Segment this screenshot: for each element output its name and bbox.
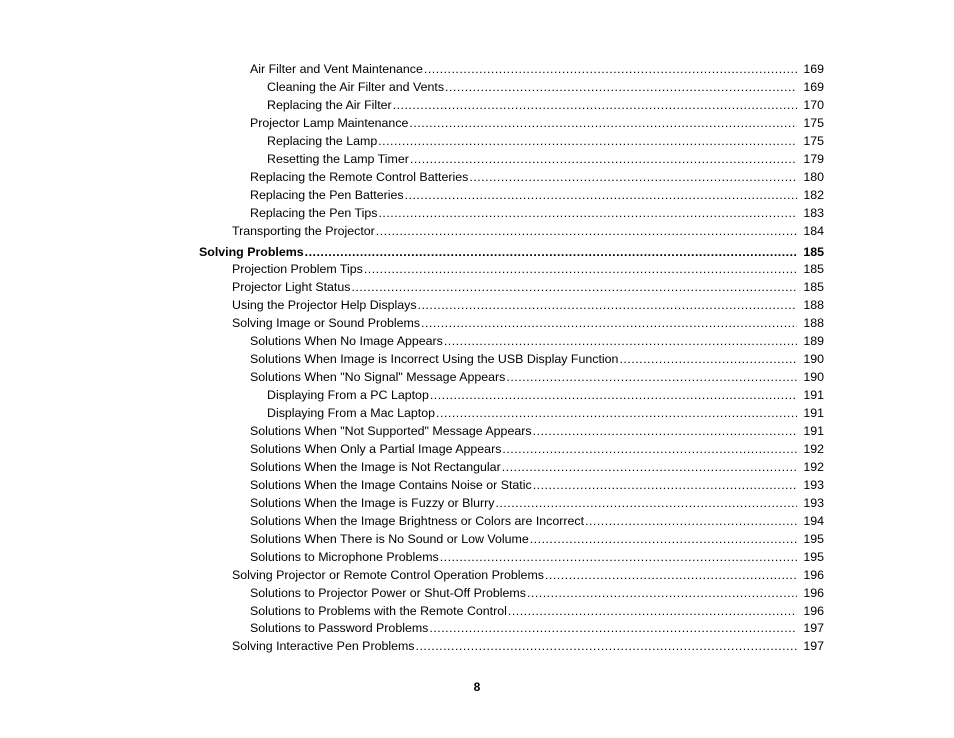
toc-dot-leader xyxy=(305,243,797,261)
toc-entry-title: Air Filter and Vent Maintenance xyxy=(250,62,423,76)
toc-dot-leader xyxy=(436,404,797,422)
toc-entry[interactable] xyxy=(232,278,824,296)
toc-entry[interactable] xyxy=(250,204,824,222)
toc-entry-title: Projection Problem Tips xyxy=(232,262,363,277)
toc-entry-title: Solutions to Projector Power or Shut-Off Problems xyxy=(250,585,526,600)
toc-entry-page: 169 xyxy=(803,62,824,76)
toc-dot-leader xyxy=(410,150,797,168)
toc-entry-title: Solutions When the Image Contains Noise or Static xyxy=(250,477,532,492)
toc-dot-leader xyxy=(533,476,797,494)
toc-dot-leader xyxy=(469,168,797,186)
toc-entry-page: 193 xyxy=(803,495,824,510)
toc-entry-title: Solutions When "No Signal" Message Appears xyxy=(250,370,506,385)
toc-entry-page: 196 xyxy=(803,603,824,618)
toc-entry-page: 197 xyxy=(803,639,824,654)
toc-dot-leader xyxy=(508,602,797,620)
toc-entry-page: 192 xyxy=(803,459,824,474)
toc-dot-leader xyxy=(444,332,797,350)
toc-entry-page: 195 xyxy=(803,531,824,546)
toc-entry-title: Solutions When No Image Appears xyxy=(250,334,443,349)
toc-entry[interactable] xyxy=(250,530,824,548)
toc-dot-leader xyxy=(445,78,797,96)
toc-dot-leader xyxy=(364,260,797,278)
toc-entry-page: 188 xyxy=(803,316,824,331)
toc-entry-page: 185 xyxy=(803,280,824,295)
toc-entry-title: Solutions When the Image is Fuzzy or Blurry xyxy=(250,495,495,510)
toc-dot-leader xyxy=(376,222,797,240)
toc-entry[interactable] xyxy=(250,512,824,530)
toc-entry[interactable] xyxy=(232,566,824,584)
toc-dot-leader xyxy=(533,422,797,440)
toc-entry-page: 196 xyxy=(803,567,824,582)
toc-entry[interactable] xyxy=(267,132,824,150)
toc-entry-page: 195 xyxy=(803,549,824,564)
toc-entry[interactable] xyxy=(232,296,824,314)
toc-entry-title: Displaying From a PC Laptop xyxy=(267,388,429,403)
toc-dot-leader xyxy=(424,60,797,78)
toc-entry-page: 191 xyxy=(803,388,824,403)
toc-entry-title: Solutions to Microphone Problems xyxy=(250,549,439,564)
toc-dot-leader xyxy=(545,566,797,584)
toc-entry-title: Solutions When the Image Brightness or Colors are Incorrect xyxy=(250,513,585,528)
toc-entry[interactable] xyxy=(250,60,824,78)
toc-dot-leader xyxy=(378,204,797,222)
toc-dot-leader xyxy=(440,548,797,566)
toc-entry-page: 185 xyxy=(803,262,824,277)
toc-entry-title: Solving Problems xyxy=(199,244,304,259)
toc-entry-title: Projector Light Status xyxy=(232,280,351,295)
toc-dot-leader xyxy=(495,494,797,512)
toc-entry[interactable] xyxy=(250,332,824,350)
toc-entry[interactable] xyxy=(250,114,824,132)
toc-entry-page: 179 xyxy=(803,151,824,166)
toc-entry-page: 170 xyxy=(803,97,824,112)
toc-dot-leader xyxy=(378,132,797,150)
toc-entry-page: 175 xyxy=(803,133,824,148)
toc-entry-page: 191 xyxy=(803,424,824,438)
toc-entry-title: Solutions When "Not Supported" Message Appears xyxy=(250,424,532,438)
page-number: 8 xyxy=(473,680,481,694)
toc-entry-title: Using the Projector Help Displays xyxy=(232,298,417,313)
toc-dot-leader xyxy=(430,386,797,404)
toc-dot-leader xyxy=(416,637,797,655)
toc-entry-page: 196 xyxy=(803,585,824,600)
toc-entry-page: 188 xyxy=(803,298,824,313)
toc-entry[interactable] xyxy=(232,222,824,240)
toc-entry[interactable] xyxy=(250,584,824,602)
toc-entry-title: Solutions to Password Problems xyxy=(250,621,429,636)
toc-entry-title: Displaying From a Mac Laptop xyxy=(267,406,436,421)
toc-entry-title: Solutions When There is No Sound or Low Volume xyxy=(250,531,529,546)
toc-entry[interactable] xyxy=(250,186,824,204)
toc-entry-title: Solving Projector or Remote Control Operation Problems xyxy=(232,567,544,582)
toc-entry-title: Replacing the Pen Tips xyxy=(250,205,378,220)
toc-entry[interactable] xyxy=(250,350,824,368)
toc-entry-title: Solutions When the Image is Not Rectangular xyxy=(250,459,501,474)
toc-dot-leader xyxy=(506,368,797,386)
toc-entry[interactable] xyxy=(232,637,824,655)
toc-entry-page: 183 xyxy=(803,205,824,220)
toc-dot-leader xyxy=(502,440,797,458)
toc-dot-leader xyxy=(429,619,797,637)
toc-entry-page: 192 xyxy=(803,441,824,456)
toc-entry[interactable] xyxy=(250,458,824,476)
toc-dot-leader xyxy=(619,350,797,368)
toc-dot-leader xyxy=(502,458,797,476)
toc-entry[interactable] xyxy=(250,422,824,440)
toc-entry-page: 194 xyxy=(803,513,824,528)
toc-entry-title: Replacing the Lamp xyxy=(267,133,378,148)
toc-dot-leader xyxy=(393,96,797,114)
toc-entry-title: Solutions When Only a Partial Image Appears xyxy=(250,441,502,456)
toc-entry-page: 197 xyxy=(803,621,824,636)
toc-entry[interactable] xyxy=(250,440,824,458)
toc-entry-title: Replacing the Remote Control Batteries xyxy=(250,169,469,184)
toc-entry[interactable] xyxy=(250,168,824,186)
toc-entry[interactable] xyxy=(232,314,824,332)
toc-entry-page: 175 xyxy=(803,115,824,130)
toc-entry[interactable] xyxy=(199,243,824,261)
toc-entry-page: 182 xyxy=(803,187,824,202)
toc-entry-title: Solutions to Problems with the Remote Control xyxy=(250,603,507,618)
toc-entry-title: Solving Interactive Pen Problems xyxy=(232,639,415,654)
toc-entry-page: 190 xyxy=(803,352,824,367)
toc-dot-leader xyxy=(421,314,797,332)
toc-dot-leader xyxy=(585,512,797,530)
toc-entry-page: 180 xyxy=(803,169,824,184)
toc-dot-leader xyxy=(530,530,797,548)
toc-entry[interactable] xyxy=(267,78,824,96)
toc-entry-title: Replacing the Air Filter xyxy=(267,97,392,112)
toc-dot-leader xyxy=(409,114,797,132)
toc-entry-title: Resetting the Lamp Timer xyxy=(267,151,409,166)
toc-dot-leader xyxy=(527,584,797,602)
toc-entry-title: Projector Lamp Maintenance xyxy=(250,115,409,130)
toc-entry[interactable] xyxy=(267,150,824,168)
toc-entry[interactable] xyxy=(250,602,824,620)
toc-entry-page: 193 xyxy=(803,477,824,492)
toc-entry-title: Solutions When Image is Incorrect Using the USB Display Function xyxy=(250,352,619,367)
toc-entry-page: 184 xyxy=(803,223,824,238)
toc-entry[interactable] xyxy=(267,386,824,404)
toc-dot-leader xyxy=(351,278,797,296)
toc-entry-page: 190 xyxy=(803,370,824,385)
toc-entry[interactable] xyxy=(250,494,824,512)
toc-dot-leader xyxy=(405,186,797,204)
toc-entry-title: Transporting the Projector xyxy=(232,223,375,238)
toc-entry-page: 189 xyxy=(803,334,824,349)
toc-entry-title: Cleaning the Air Filter and Vents xyxy=(267,79,445,94)
toc-dot-leader xyxy=(418,296,797,314)
toc-entry[interactable] xyxy=(250,476,824,494)
toc-entry-title: Solving Image or Sound Problems xyxy=(232,316,421,331)
toc-entry[interactable] xyxy=(232,260,824,278)
toc-entry-title: Replacing the Pen Batteries xyxy=(250,187,404,202)
toc-entry[interactable] xyxy=(267,404,824,422)
toc-entry[interactable] xyxy=(250,548,824,566)
toc-entry[interactable] xyxy=(250,619,824,637)
toc-entry-page: 169 xyxy=(803,79,824,94)
toc-entry-page: 191 xyxy=(803,406,824,421)
toc-entry[interactable] xyxy=(267,96,824,114)
toc-entry-page: 185 xyxy=(803,244,824,259)
toc-entry[interactable] xyxy=(250,368,824,386)
